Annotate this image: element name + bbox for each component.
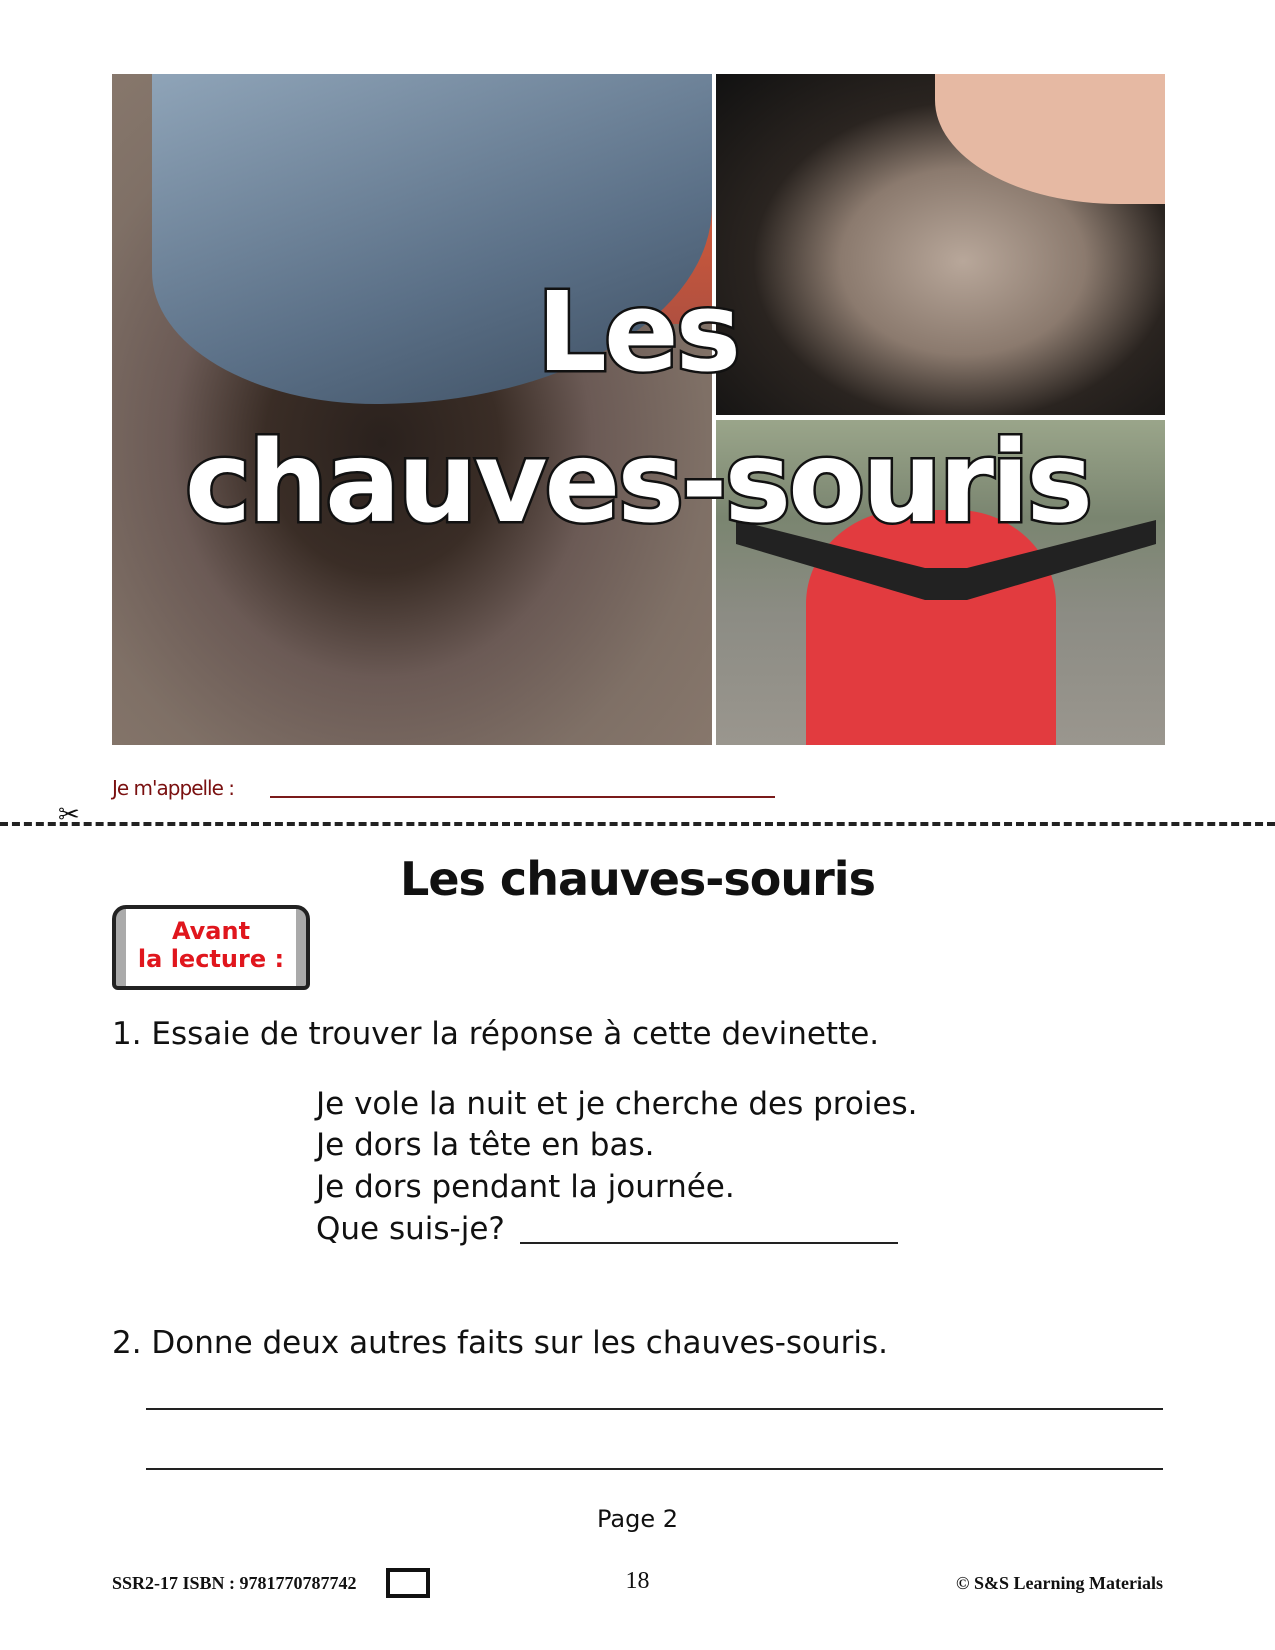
cover-title-line2: chauves-souris (184, 418, 1091, 548)
footer-copyright: © S&S Learning Materials (956, 1573, 1163, 1593)
page-title: Les chauves-souris (400, 852, 875, 906)
before-reading-book-icon (112, 905, 310, 990)
footer-page-number: 18 (625, 1568, 650, 1594)
footer-isbn: SSR2-17 ISBN : 9781770787742 (112, 1573, 357, 1593)
cover-title-line1: Les (536, 268, 739, 396)
badge-line2: la lecture : (137, 945, 285, 973)
riddle-line: Je dors la tête en bas. (316, 1127, 655, 1163)
riddle-line: Que suis-je? (316, 1211, 505, 1247)
cut-line (0, 822, 1275, 826)
riddle-line: Je dors pendant la journée. (316, 1169, 735, 1205)
bat-hanging-photo (112, 74, 712, 745)
scissors-icon: ✂ (58, 800, 80, 830)
question-1: 1. Essaie de trouver la réponse à cette devinette. (112, 1016, 880, 1052)
badge-line1: Avant (171, 917, 251, 945)
question-2: 2. Donne deux autres faits sur les chauves-souris. (112, 1325, 889, 1361)
answer-line[interactable] (146, 1408, 1163, 1410)
name-label: Je m'appelle : (112, 776, 235, 800)
riddle-line: Je vole la nuit et je cherche des proies. (316, 1086, 918, 1122)
riddle-answer-line[interactable] (520, 1242, 898, 1244)
page-label: Page 2 (597, 1505, 678, 1533)
answer-line[interactable] (146, 1468, 1163, 1470)
name-input-line[interactable] (270, 796, 775, 798)
